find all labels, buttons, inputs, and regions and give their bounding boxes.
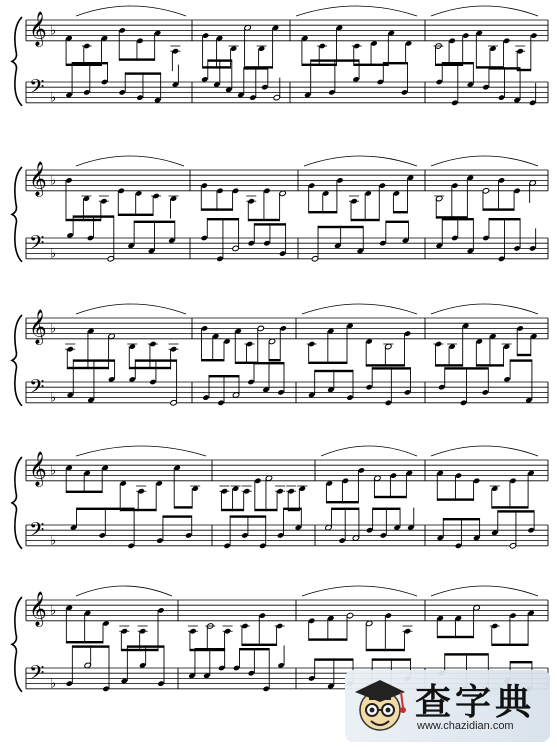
treble-clef: 𝄞 [29,451,47,487]
phrase-slur [76,446,206,456]
graduate-mascot-icon [351,674,409,736]
note-beam [326,501,358,503]
note-beam [302,64,337,66]
flat-icon: ♭ [50,603,57,619]
brace [12,457,22,549]
note-beam [244,67,268,69]
note-beam [445,653,489,655]
note-beam [230,515,266,517]
note-beam [255,509,277,511]
note-beam [315,658,353,660]
note-beam [437,498,473,500]
phrase-slur [431,6,538,16]
note-beam [366,364,404,366]
note-beam [66,491,102,493]
note-beam [135,359,176,361]
treble-clef: 𝄞 [29,591,47,627]
note-beam [254,223,285,225]
phrase-slur [304,156,417,166]
brace [12,597,22,692]
note-beam [510,661,532,663]
note-beam [374,496,406,498]
note-beam [174,506,192,508]
flat-icon: ♭ [50,533,57,549]
bass-clef: 𝄢 [29,518,45,547]
bass-clef: 𝄢 [29,375,45,404]
note-beam [489,67,520,69]
flat-icon: ♭ [50,321,57,337]
note-beam [72,62,107,64]
phrase-slur [431,446,538,456]
note-beam [73,215,114,217]
flat-icon: ♭ [50,173,57,189]
note-beam [372,658,410,660]
bass-clef: 𝄢 [29,75,45,104]
site-watermark [345,670,550,742]
note-beam [77,508,135,510]
note-beam [309,638,347,640]
note-beam [489,218,520,220]
note-beam [517,354,531,356]
note-beam [309,211,337,213]
note-beam [318,226,363,228]
note-beam [492,644,528,646]
treble-clef: 𝄞 [29,309,47,345]
note-beam [119,58,154,60]
note-beam [351,219,379,221]
phrase-slur [76,6,186,16]
note-beam [203,66,231,68]
flat-icon: ♭ [50,463,57,479]
note-beam [510,359,532,361]
note-beam [284,508,302,510]
flat-icon: ♭ [50,90,57,106]
brace [12,17,22,106]
note-beam [366,649,404,651]
note-beam [254,362,284,364]
note-beam [315,370,353,372]
note-beam [248,219,279,221]
note-beam [209,375,239,377]
note-beam [240,648,270,650]
bass-clef: 𝄢 [29,231,45,260]
note-beam [207,218,238,220]
watermark-title: 查字典 [415,682,536,723]
note-beam [127,645,164,647]
phrase-slur [431,156,538,166]
note-beam [492,506,528,508]
note-beam [442,62,473,64]
phrase-slur [321,446,417,456]
note-beam [242,644,277,646]
phrase-slur [296,6,417,16]
note-beam [435,364,462,366]
flat-icon: ♭ [50,246,57,262]
phrase-slur [431,586,538,596]
phrase-slur [431,304,538,314]
note-beam [66,219,101,221]
note-beam [202,359,225,361]
note-beam [383,62,407,64]
note-beam [221,509,243,511]
brace [12,315,22,406]
flat-icon: ♭ [50,23,57,39]
note-beam [208,59,232,61]
note-beam [72,645,109,647]
note-beam [66,641,103,643]
note-beam [309,362,347,364]
phrase-slur [76,156,184,166]
bass-clef: 𝄢 [29,661,45,690]
brace [12,167,22,262]
watermark-url: www.chazidian.com [417,720,514,732]
note-beam [393,211,407,213]
note-beam [311,59,359,61]
note-beam [442,218,473,220]
note-beam [372,367,410,369]
note-beam [443,518,479,520]
note-beam [498,510,534,512]
phrase-slur [302,586,417,596]
note-beam [373,508,400,510]
phrase-slur [76,586,172,596]
note-beam [386,221,409,223]
note-beam [163,515,192,517]
note-beam [118,214,153,216]
phrase-slur [302,304,417,314]
flat-icon: ♭ [50,676,57,692]
treble-clef: 𝄞 [29,161,47,197]
note-beam [331,508,358,510]
flat-icon: ♭ [50,390,57,406]
note-beam [121,649,158,651]
note-beam [269,359,280,361]
note-beam [445,367,489,369]
note-beam [125,72,160,74]
phrase-slur [76,304,186,314]
note-beam [437,636,473,638]
treble-clef: 𝄞 [29,11,47,47]
note-beam [195,648,225,650]
note-beam [476,364,503,366]
note-beam [73,359,114,361]
note-beam [201,208,232,210]
note-beam [134,221,175,223]
note-beam [483,208,514,210]
